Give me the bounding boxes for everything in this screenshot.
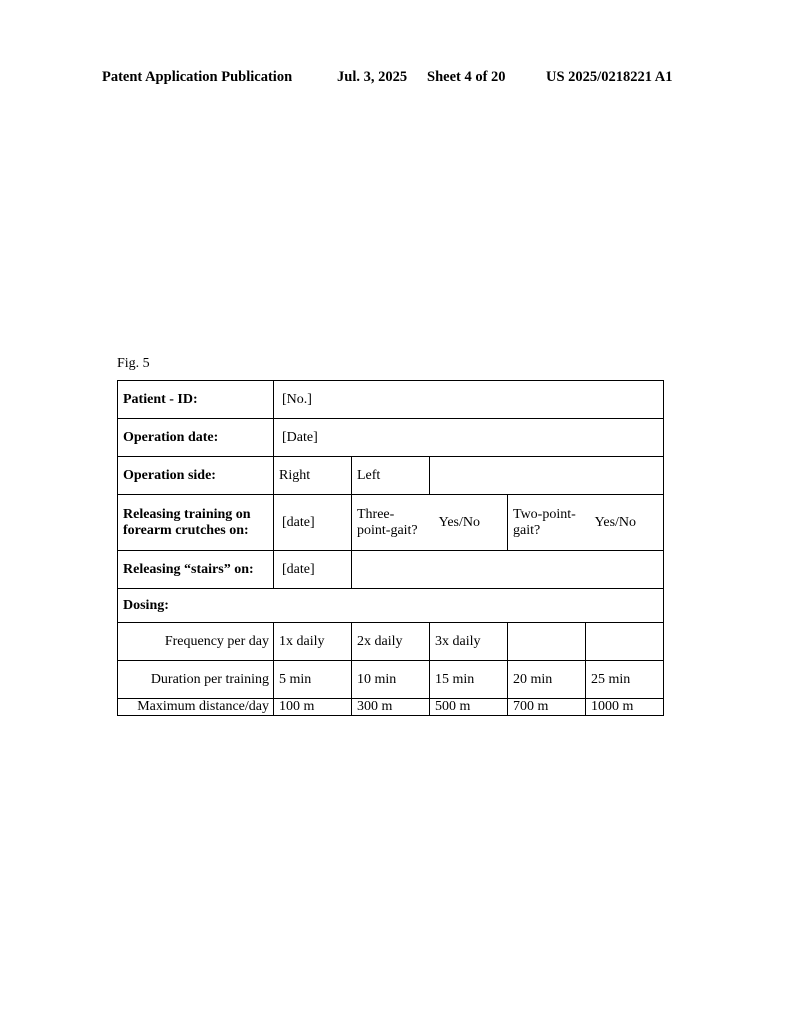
header-patent-number: US 2025/0218221 A1 (546, 69, 673, 85)
duration-value: 15 min (430, 661, 508, 699)
row-duration (118, 661, 664, 699)
two-point-gait-cell (508, 495, 664, 551)
three-point-gait-label: Three-point-gait? (357, 506, 418, 538)
distance-value: 500 m (430, 699, 508, 716)
row-patient-id (118, 381, 664, 419)
three-point-gait-value: Yes/No (438, 514, 480, 530)
releasing-training-date: [date] (274, 495, 352, 551)
row-frequency (118, 623, 664, 661)
operation-date-label: Operation date: (118, 419, 274, 457)
operation-side-right: Right (274, 457, 352, 495)
two-point-gait-label: Two-point-gait? (513, 506, 576, 538)
distance-label: Maximum distance/day (118, 699, 274, 716)
operation-side-left: Left (352, 457, 430, 495)
distance-value: 1000 m (586, 699, 664, 716)
operation-side-label: Operation side: (118, 457, 274, 495)
row-operation-side (118, 457, 664, 495)
frequency-value: 1x daily (274, 623, 352, 661)
operation-side-blank (430, 457, 664, 495)
duration-value: 20 min (508, 661, 586, 699)
header-publication: Patent Application Publication (102, 69, 293, 85)
duration-value: 25 min (586, 661, 664, 699)
releasing-stairs-date: [date] (274, 551, 352, 589)
frequency-value: 2x daily (352, 623, 430, 661)
row-dosing (118, 589, 664, 623)
patient-form-table (117, 380, 664, 716)
patient-id-label: Patient - ID: (118, 381, 274, 419)
releasing-stairs-label: Releasing “stairs” on: (118, 551, 274, 589)
duration-value: 10 min (352, 661, 430, 699)
operation-date-value: [Date] (274, 419, 664, 457)
two-point-gait-value: Yes/No (594, 514, 637, 530)
frequency-value: 3x daily (430, 623, 508, 661)
distance-value: 700 m (508, 699, 586, 716)
frequency-label: Frequency per day (118, 623, 274, 661)
header-sheet: Sheet 4 of 20 (427, 69, 506, 85)
row-distance (118, 699, 664, 716)
row-operation-date (118, 419, 664, 457)
releasing-stairs-blank (352, 551, 664, 589)
frequency-value (508, 623, 586, 661)
duration-value: 5 min (274, 661, 352, 699)
row-releasing-stairs (118, 551, 664, 589)
patient-id-value: [No.] (274, 381, 664, 419)
three-point-gait-cell (352, 495, 508, 551)
frequency-value (586, 623, 664, 661)
dosing-label: Dosing: (118, 589, 664, 623)
distance-value: 300 m (352, 699, 430, 716)
duration-label: Duration per training (118, 661, 274, 699)
figure-label: Fig. 5 (117, 356, 150, 371)
releasing-training-label: Releasing training on forearm crutches on: (118, 495, 274, 551)
row-releasing-training (118, 495, 664, 551)
distance-value: 100 m (274, 699, 352, 716)
header-date: Jul. 3, 2025 (337, 69, 408, 85)
